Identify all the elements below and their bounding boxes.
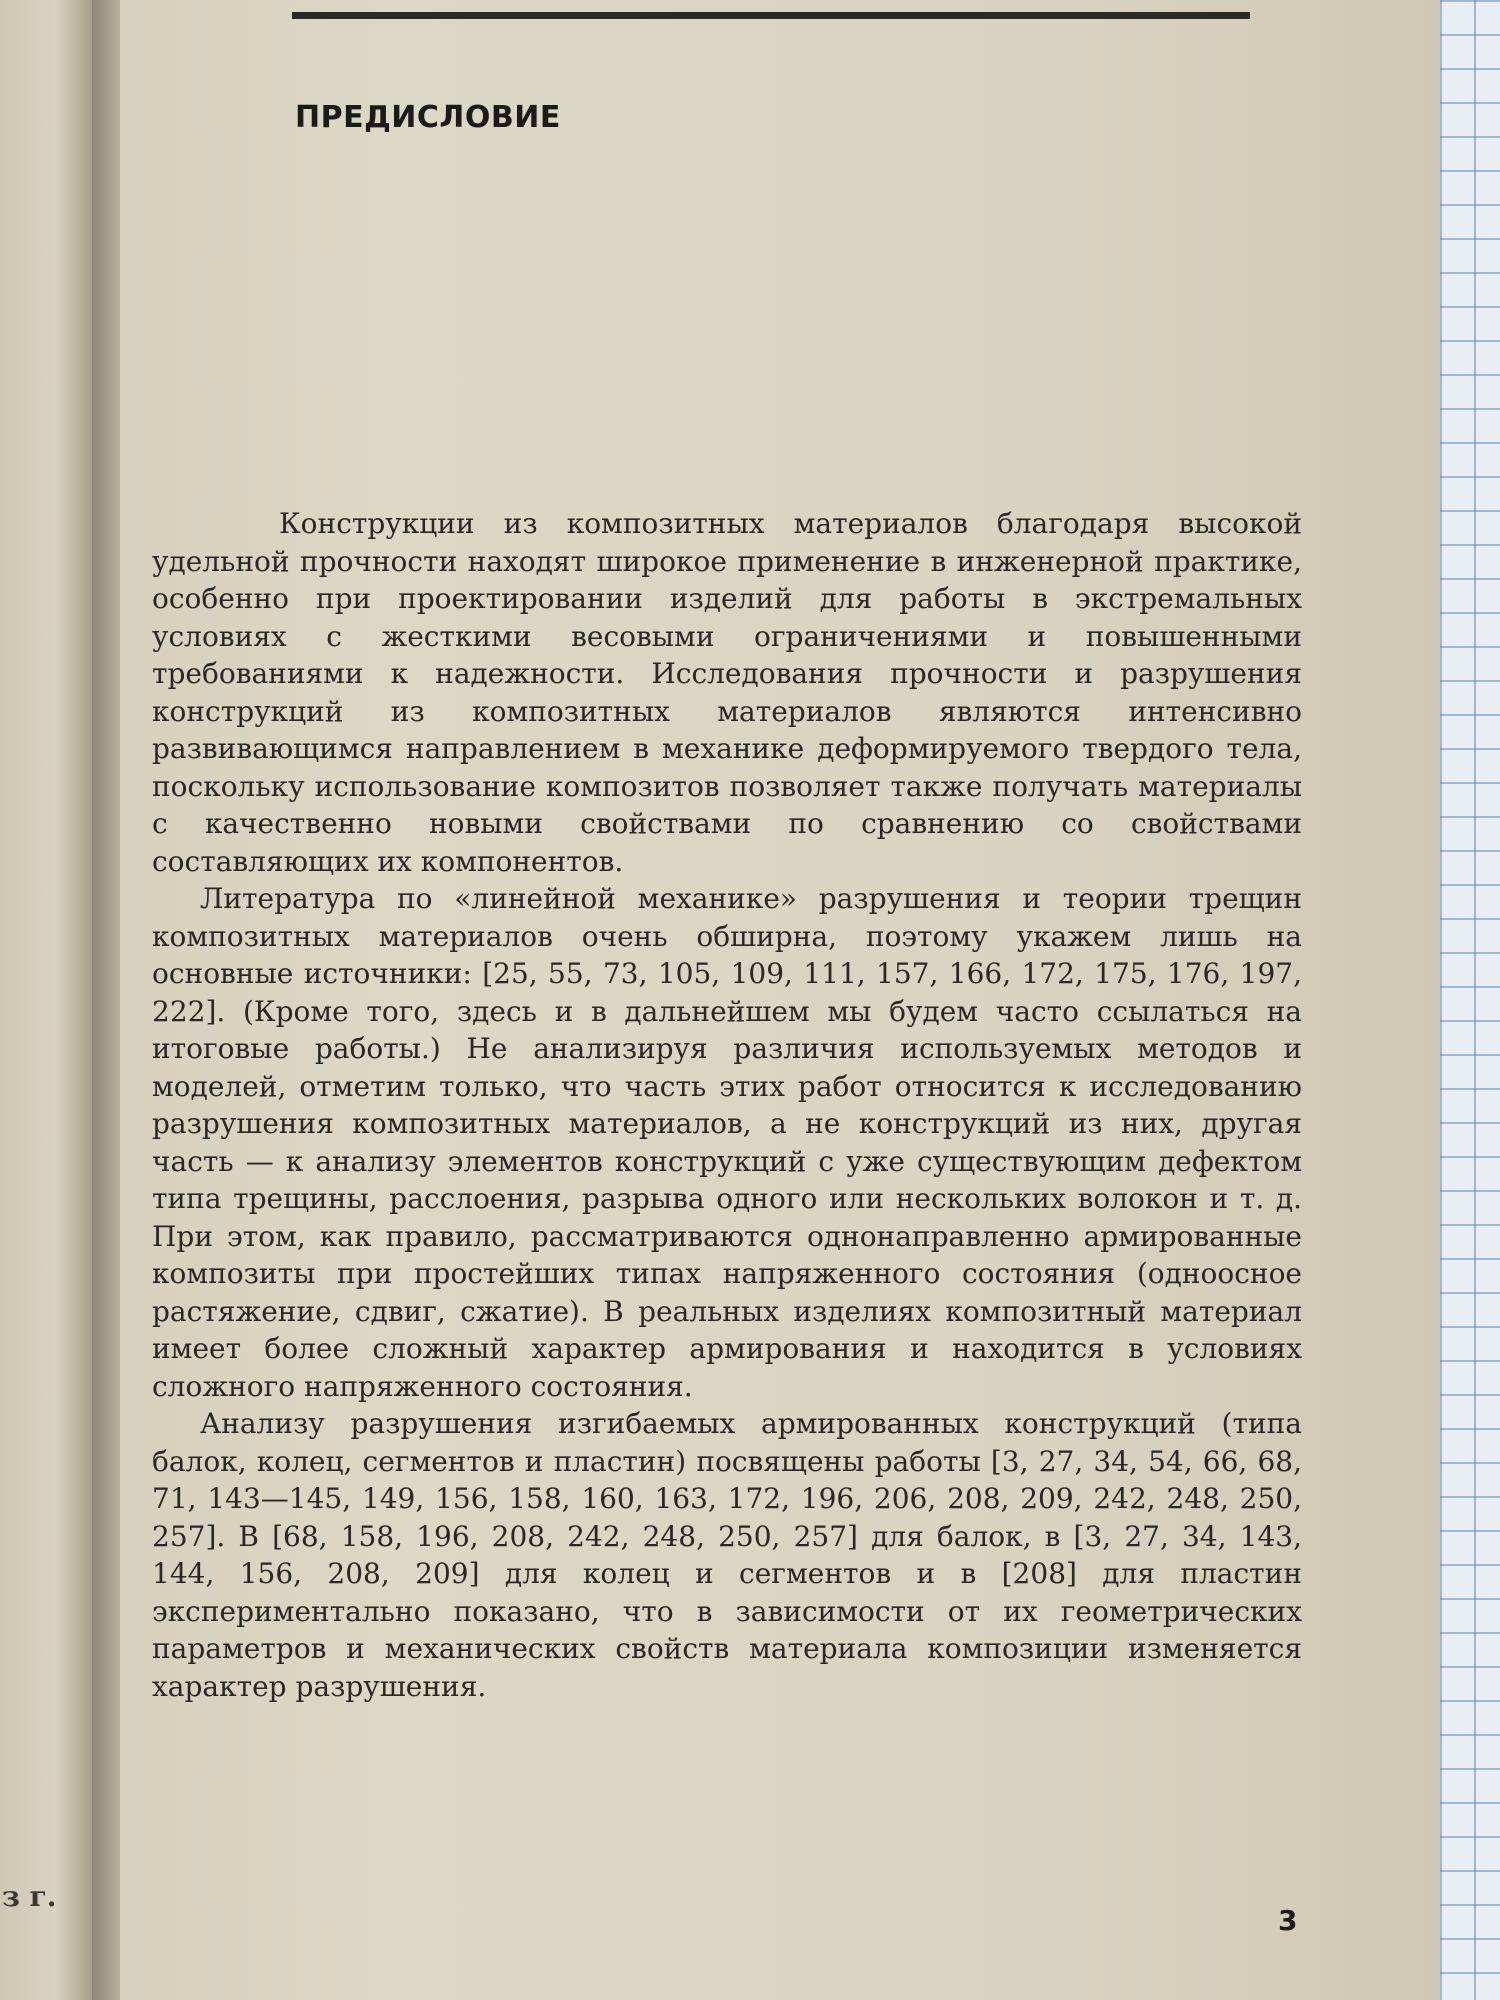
- body-text: [152, 505, 1302, 1705]
- top-rule: [292, 12, 1250, 19]
- paragraph-2: Литература по «линейной механике» разрушения и теории трещин композитных материалов очень обширна, поэтому укажем лишь на основные источники: [25, 55, 73, 105, 109, 111, 157, 166, 172, 175, 176, 197, 222]. (Кроме того, здесь и в дальнейшем мы будем часто ссылаться на итоговые работы.) Не анализируя различия используемых методов и моделей, отметим только, что часть этих работ относится к исследованию разрушения композитных материалов, а не конструкций из них, другая часть — к анализу элементов конструкций с уже существующим дефектом типа трещины, расслоения, разрыва одного или нескольких волокон и т. д. При этом, как правило, рассматриваются однонаправленно армированные композиты при простейших типах напряженного состояния (одноосное растяжение, сдвиг, сжатие). В реальных изделиях композитный материал имеет более сложный характер армирования и находится в условиях сложного напряженного состояния.: [152, 882, 1302, 1403]
- paragraph-3: Анализу разрушения изгибаемых армированных конструкций (типа балок, колец, сегментов и пластин) посвящены работы [3, 27, 34, 54, 66, 68, 71, 143—145, 149, 156, 158, 160, 163, 172, 196, 206, 208, 209, 242, 248, 250, 257]. В [68, 158, 196, 208, 242, 248, 250, 257] для балок, в [3, 27, 34, 143, 144, 156, 208, 209] для колец и сегментов и в [208] для пластин экспериментально показано, что в зависимости от их геометрических параметров и механических свойств материала композиции изменяется характер разрушения.: [152, 1407, 1302, 1703]
- paragraph-1: Конструкции из композитных материалов благодаря высокой удельной прочности находят широкое применение в инженерной практике, особенно при проектировании изделий для работы в экстремальных условиях с жесткими весовыми ограничениями и повышенными требованиями к надежности. Исследования прочности и разрушения конструкций из композитных материалов являются интенсивно развивающимся направлением в механике деформируемого твердого тела, поскольку использование композитов позволяет также получать материалы с качественно новыми свойствами по сравнению со свойствами составляющих их компонентов.: [152, 507, 1302, 878]
- page-title: ПРЕДИСЛОВИЕ: [295, 100, 561, 135]
- previous-page-text-fragment: з г.: [2, 1880, 57, 1913]
- page-number: 3: [1278, 1904, 1298, 1937]
- previous-page-edge: [0, 0, 92, 2000]
- graph-paper-background: [1440, 0, 1500, 2000]
- book-page: [120, 0, 1442, 2000]
